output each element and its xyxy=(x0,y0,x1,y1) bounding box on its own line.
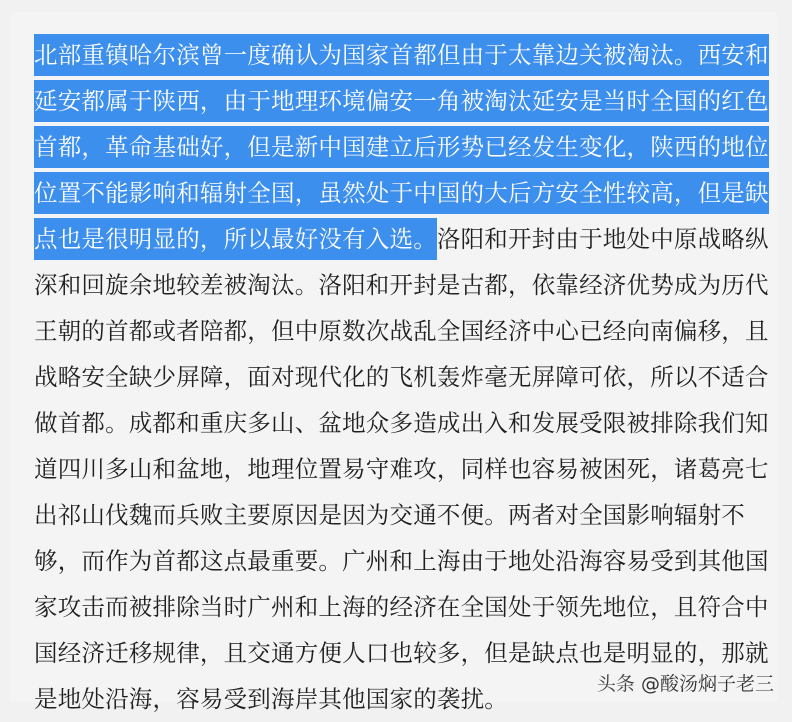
selected-text[interactable]: 北部重镇哈尔滨曾一度确认为国家首都但由于太靠边关被淘汰。西安和延安都属于陕西，由于地理环境偏安一角被淘汰延安是当时全国的红色首都，革命基础好，但是新中国建立后形势已经发生变化，陕西的地位位置不能影响和辐射全国，虽然处于中国的大后方安全性较高，但是缺点也是很明显的，所以最好没有入选。 xyxy=(34,34,769,260)
watermark-prefix: 头条 xyxy=(597,673,635,695)
article-card xyxy=(10,12,778,702)
article-body-text[interactable]: 洛阳和开封由于地处中原战略纵深和回旋余地较差被淘汰。洛阳和开封是古都，依靠经济优势成为历代王朝的首都或者陪都，但中原数次战乱全国经济中心已经向南偏移，且战略安全缺少屏障，面对现代化的飞机轰炸毫无屏障可依，所以不适合做首都。成都和重庆多山、盆地众多造成出入和发展受限被排除我们知道四川多山和盆地，地理位置易守难攻，同样也容易被困死，诸葛亮七出祁山伐魏而兵败主要原因是因为交通不便。两者对全国影响辐射不够，而作为首都这点最重要。广州和上海由于地处沿海容易受到其他国家攻击而被排除当时广州和上海的经济在全国处于领先地位，且符合中国经济迁移规律，且交通方便人口也较多，但是缺点也是明显的，那就是地处沿海，容易受到海岸其他国家的袭扰。 xyxy=(34,225,769,713)
watermark-handle: @酸汤焖子老三 xyxy=(641,673,774,695)
watermark xyxy=(597,669,774,696)
article-paragraph[interactable] xyxy=(34,32,774,722)
